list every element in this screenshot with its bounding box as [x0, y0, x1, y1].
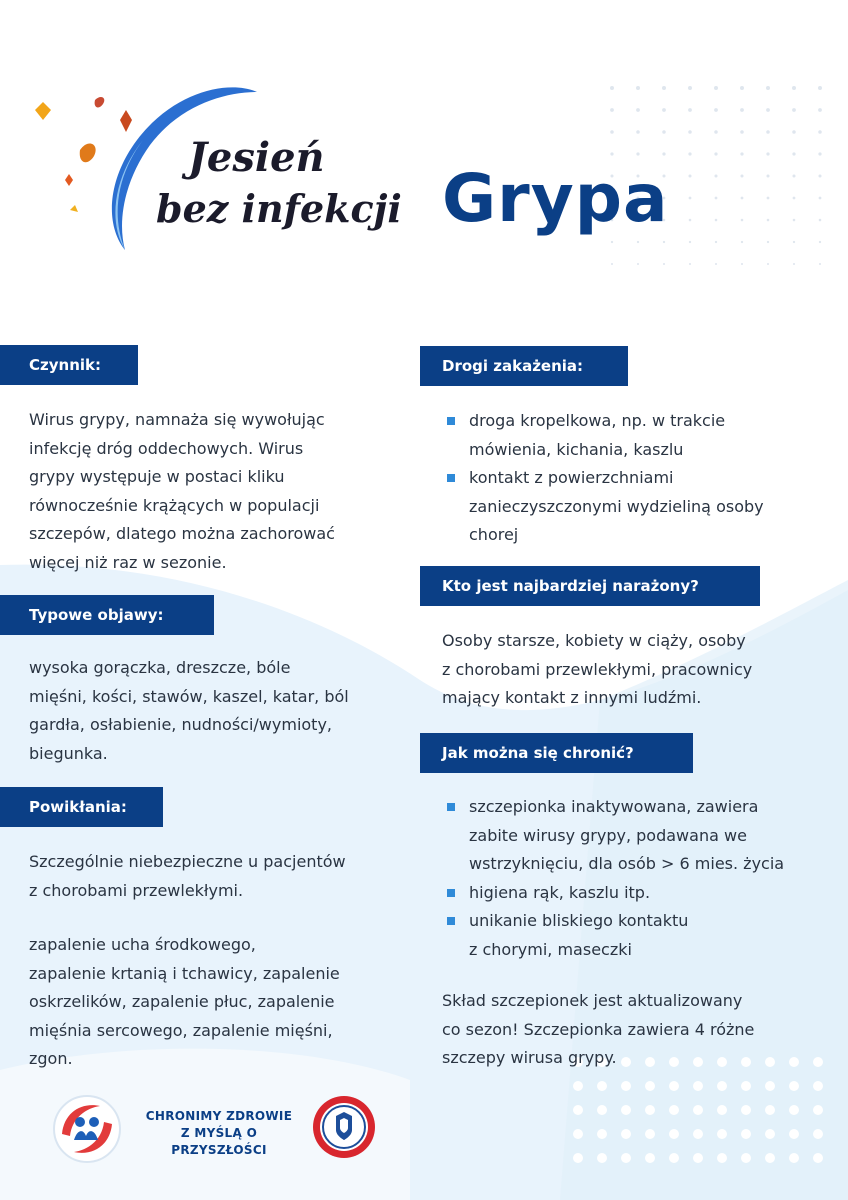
section-header-risk-group: Kto jest najbardziej narażony? — [420, 566, 760, 606]
decorative-dot — [818, 86, 822, 90]
decorative-dot — [789, 1081, 799, 1091]
decorative-dot — [767, 219, 770, 222]
decorative-dot — [717, 1081, 727, 1091]
decorative-dot — [741, 1153, 751, 1163]
decorative-dot — [693, 1081, 703, 1091]
slogan-line: Z MYŚLĄ O PRZYSZŁOŚCI — [171, 1126, 267, 1157]
text-line: zapalenie krtanią i tchawicy, zapalenie — [29, 963, 340, 983]
decorative-dot — [621, 1081, 631, 1091]
list-item — [442, 879, 784, 908]
list-item — [442, 407, 764, 464]
decorative-dot — [689, 197, 692, 200]
decorative-dot — [645, 1129, 655, 1139]
text-line: więcej niż raz w sezonie. — [29, 552, 227, 572]
section-header-symptoms: Typowe objawy: — [0, 595, 214, 635]
decorative-dot — [663, 263, 665, 265]
decorative-dot — [766, 108, 770, 112]
decorative-dot — [688, 130, 692, 134]
decorative-dot — [645, 1105, 655, 1115]
decorative-dot — [792, 152, 795, 155]
decorative-dot — [714, 86, 718, 90]
decorative-dot — [636, 86, 640, 90]
text-line: zgon. — [29, 1049, 73, 1068]
logo-line-2: bez infekcji — [156, 186, 402, 231]
decorative-dot — [573, 1081, 583, 1091]
decorative-dot — [767, 241, 769, 243]
decorative-dot — [740, 86, 744, 90]
decorative-dot — [669, 1153, 679, 1163]
text-line: oskrzelików, zapalenie płuc, zapalenie — [29, 992, 335, 1011]
decorative-dot — [688, 152, 691, 155]
text-line: szczepionka inaktywowana, zawiera — [469, 797, 759, 816]
decorative-dot — [715, 241, 717, 243]
logo-line-1: Jesień — [188, 134, 325, 181]
decorative-dot — [693, 1153, 703, 1163]
decorative-dot — [813, 1105, 823, 1115]
decorative-dot — [793, 197, 796, 200]
list-item — [442, 907, 784, 964]
decorative-dot — [766, 86, 770, 90]
cause-text — [29, 406, 335, 577]
decorative-dot — [715, 263, 717, 265]
decorative-dot — [765, 1153, 775, 1163]
text-line: Szczególnie niebezpieczne u pacjentów — [29, 852, 346, 871]
text-line: mający kontakt z innymi ludźmi. — [442, 688, 702, 707]
list-item — [442, 793, 784, 879]
decorative-dot — [740, 108, 744, 112]
text-line: biegunka. — [29, 743, 108, 763]
text-line: gardła, osłabienie, nudności/wymioty, — [29, 715, 332, 734]
decorative-dot — [636, 130, 640, 134]
decorative-dot — [689, 241, 691, 243]
decorative-dot — [621, 1105, 631, 1115]
text-line: szczepy wirusa grypy. — [442, 1048, 617, 1067]
decorative-dot — [714, 130, 718, 134]
decorative-dot — [819, 241, 821, 243]
decorative-dot — [819, 197, 822, 200]
decorative-dot — [693, 1129, 703, 1139]
footer-slogan — [134, 1108, 304, 1159]
decorative-dot — [741, 263, 743, 265]
decorative-dot — [688, 86, 692, 90]
decorative-dot — [789, 1057, 799, 1067]
decorative-dot — [693, 1105, 703, 1115]
decorative-dot — [662, 130, 666, 134]
decorative-dot — [792, 130, 796, 134]
decorative-dot — [819, 219, 822, 222]
decorative-dot — [818, 174, 821, 177]
decorative-dot — [662, 86, 666, 90]
ministry-emblem-icon — [311, 1094, 377, 1160]
decorative-dot — [610, 130, 614, 134]
decorative-dot — [789, 1129, 799, 1139]
decorative-dot — [765, 1057, 775, 1067]
vaccine-note — [442, 987, 754, 1073]
decorative-dot — [573, 1129, 583, 1139]
decorative-dot — [662, 152, 665, 155]
decorative-dot — [813, 1057, 823, 1067]
decorative-dot — [793, 219, 796, 222]
text-line: wysoka gorączka, dreszcze, bóle — [29, 658, 291, 677]
section-header-protection: Jak można się chronić? — [420, 733, 693, 773]
complications-intro — [29, 848, 346, 905]
text-line: równocześnie krążących w populacji — [29, 495, 320, 515]
decorative-dot — [714, 174, 717, 177]
text-line: kontakt z powierzchniami — [469, 468, 674, 487]
decorative-dot — [597, 1129, 607, 1139]
text-line: zapalenie ucha środkowego, — [29, 935, 256, 954]
decorative-dot — [792, 108, 796, 112]
decorative-dot — [766, 174, 769, 177]
program-logo-icon — [52, 1094, 122, 1164]
decorative-dot — [597, 1081, 607, 1091]
decorative-dot — [717, 1129, 727, 1139]
decorative-dot — [611, 263, 613, 265]
decorative-dot — [610, 152, 613, 155]
decorative-dot — [767, 197, 770, 200]
decorative-dot — [717, 1153, 727, 1163]
text-line: higiena rąk, kaszlu itp. — [469, 882, 651, 902]
decorative-dot — [636, 152, 639, 155]
text-line: wstrzyknięciu, dla osób > 6 mies. życia — [469, 854, 785, 873]
decorative-dot — [789, 1105, 799, 1115]
decorative-dot — [610, 108, 614, 112]
decorative-dot — [689, 263, 691, 265]
decorative-dot — [740, 130, 744, 134]
decorative-dot — [792, 174, 795, 177]
text-line: droga kropelkowa, np. w trakcie — [469, 411, 726, 430]
decorative-dot — [741, 1129, 751, 1139]
decorative-dot — [789, 1153, 799, 1163]
decorative-dot — [765, 1129, 775, 1139]
decorative-dot — [741, 241, 743, 243]
decorative-dot — [662, 108, 666, 112]
decorative-dot — [813, 1129, 823, 1139]
decorative-dot — [740, 174, 743, 177]
decorative-dot — [715, 197, 718, 200]
text-line: infekcję dróg oddechowych. Wirus — [29, 438, 304, 458]
decorative-dot — [765, 1105, 775, 1115]
section-header-transmission: Drogi zakażenia: — [420, 346, 628, 386]
decorative-dot — [740, 152, 743, 155]
text-line: z chorymi, maseczki — [469, 939, 632, 959]
transmission-list — [442, 407, 764, 550]
text-line: mięśnia sercowego, zapalenie mięśni, — [29, 1020, 333, 1040]
decorative-dot — [637, 241, 639, 243]
decorative-dot — [818, 130, 822, 134]
decorative-dot — [741, 1105, 751, 1115]
decorative-dot — [714, 152, 717, 155]
text-line: chorej — [469, 525, 519, 544]
decorative-dot — [766, 130, 770, 134]
decorative-dot — [621, 1129, 631, 1139]
decorative-dot — [669, 1129, 679, 1139]
text-line: unikanie bliskiego kontaktu — [469, 911, 689, 930]
decorative-dot — [767, 263, 769, 265]
decorative-dot — [717, 1105, 727, 1115]
decorative-dot — [818, 152, 821, 155]
decorative-dot — [688, 174, 691, 177]
decorative-dot — [766, 152, 769, 155]
decorative-dot — [636, 108, 640, 112]
text-line: szczepów, dlatego można zachorować — [29, 524, 335, 543]
text-line: mówienia, kichania, kaszlu — [469, 439, 684, 459]
decorative-dot — [741, 197, 744, 200]
decorative-dot — [818, 108, 822, 112]
decorative-dot — [741, 219, 744, 222]
decorative-dot — [689, 219, 692, 222]
text-line: Osoby starsze, kobiety w ciąży, osoby — [442, 631, 746, 650]
decorative-dot — [573, 1153, 583, 1163]
section-header-complications: Powikłania: — [0, 787, 163, 827]
decorative-dot — [741, 1081, 751, 1091]
text-line: z chorobami przewlekłymi. — [29, 880, 244, 900]
text-line: mięśni, kości, stawów, kaszel, katar, ból — [29, 686, 349, 706]
text-line: zanieczyszczonymi wydzieliną osoby — [469, 496, 764, 516]
decorative-dot — [573, 1105, 583, 1115]
decorative-dot — [621, 1153, 631, 1163]
decorative-dot — [813, 1153, 823, 1163]
protection-list — [442, 793, 784, 964]
decorative-dot — [819, 263, 821, 265]
text-line: zabite wirusy grypy, podawana we — [469, 825, 747, 845]
section-header-cause: Czynnik: — [0, 345, 138, 385]
text-line: Wirus grypy, namnaża się wywołując — [29, 410, 325, 429]
decorative-dot — [688, 108, 692, 112]
symptoms-text — [29, 654, 349, 768]
page-title: Grypa — [442, 160, 669, 237]
decorative-dot — [669, 1081, 679, 1091]
text-line: co sezon! Szczepionka zawiera 4 różne — [442, 1019, 755, 1039]
text-line: Skład szczepionek jest aktualizowany — [442, 991, 743, 1010]
decorative-dot — [597, 1153, 607, 1163]
slogan-line: CHRONIMY ZDROWIE — [145, 1109, 293, 1123]
decorative-dot — [669, 1105, 679, 1115]
text-line: grypy występuje w postaci kliku — [29, 467, 285, 486]
decorative-dot — [597, 1105, 607, 1115]
decorative-dot — [611, 241, 613, 243]
decorative-dot — [645, 1153, 655, 1163]
decorative-dot — [793, 241, 795, 243]
risk-text — [442, 627, 752, 713]
decorative-dot — [714, 108, 718, 112]
decorative-dot — [792, 86, 796, 90]
decorative-dot — [610, 86, 614, 90]
complications-list — [29, 931, 340, 1074]
list-item — [442, 464, 764, 550]
decorative-dot — [793, 263, 795, 265]
decorative-dot — [663, 241, 665, 243]
text-line: z chorobami przewlekłymi, pracownicy — [442, 659, 753, 679]
decorative-dot — [715, 219, 718, 222]
decorative-dot — [645, 1081, 655, 1091]
decorative-dot — [813, 1081, 823, 1091]
decorative-dot — [637, 263, 639, 265]
decorative-dot — [765, 1081, 775, 1091]
